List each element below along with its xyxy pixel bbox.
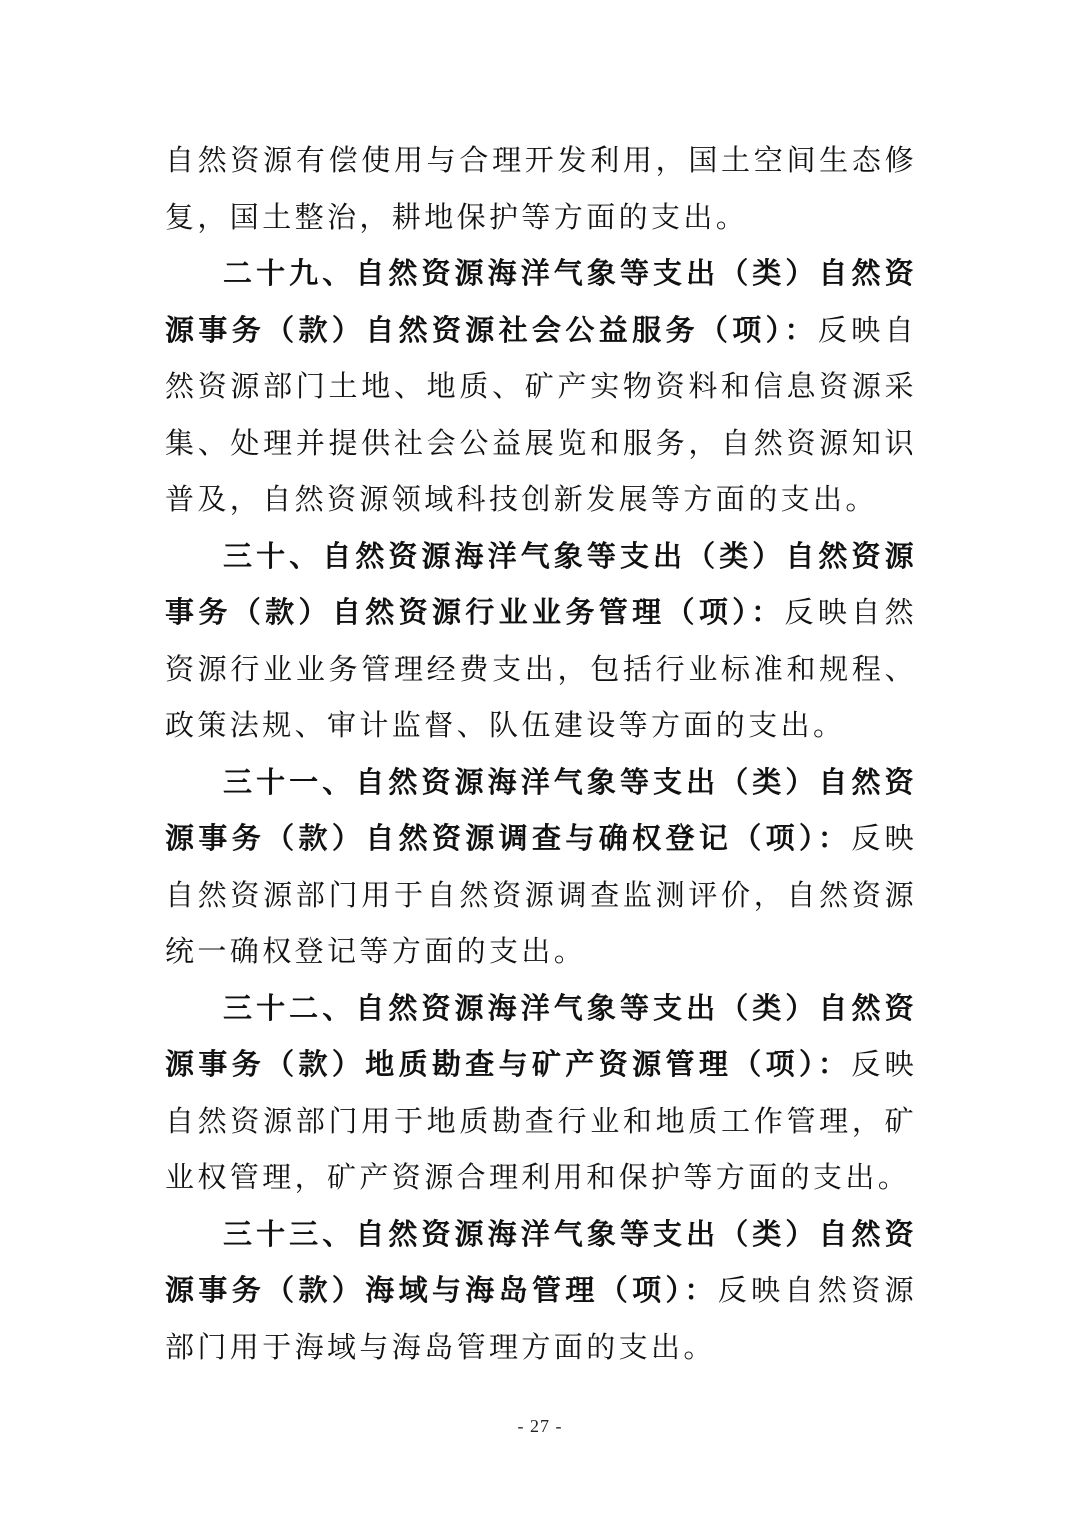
paragraph-item-31 [165,754,917,980]
paragraph-continuation [165,132,917,245]
paragraph-heading: 三十二、自然资源海洋气象等支出（类）自然资源事务（款）地质勘查与矿产资源管理（项）： [165,990,917,1081]
paragraph-item-29 [165,245,917,528]
paragraph-heading: 三十、自然资源海洋气象等支出（类）自然资源事务（款）自然资源行业业务管理（项）： [165,538,917,629]
paragraph-heading: 二十九、自然资源海洋气象等支出（类）自然资源事务（款）自然资源社会公益服务（项）： [165,256,917,347]
paragraph-item-33 [165,1206,917,1376]
paragraph-item-30 [165,528,917,754]
paragraph-body: 反映自然资源部门用于海域与海岛管理方面的支出。 [165,1273,917,1364]
paragraph-body: 反映自然资源部门土地、地质、矿产实物资料和信息资源采集、处理并提供社会公益展览和服务，自然资源知识普及，自然资源领域科技创新发展等方面的支出。 [165,312,917,516]
document-body [165,132,917,1375]
paragraph-body: 自然资源有偿使用与合理开发利用，国土空间生态修复，国土整治，耕地保护等方面的支出。 [165,143,917,234]
paragraph-body: 反映自然资源部门用于地质勘查行业和地质工作管理，矿业权管理，矿产资源合理利用和保护等方面的支出。 [165,1047,917,1194]
page-number: - 27 - [517,1416,563,1436]
paragraph-item-32 [165,980,917,1206]
paragraph-heading: 三十三、自然资源海洋气象等支出（类）自然资源事务（款）海域与海岛管理（项）： [165,1216,917,1307]
paragraph-body: 反映自然资源行业业务管理经费支出，包括行业标准和规程、政策法规、审计监督、队伍建设等方面的支出。 [165,595,917,742]
paragraph-heading: 三十一、自然资源海洋气象等支出（类）自然资源事务（款）自然资源调查与确权登记（项）： [165,764,917,855]
paragraph-body: 反映自然资源部门用于自然资源调查监测评价，自然资源统一确权登记等方面的支出。 [165,821,917,968]
